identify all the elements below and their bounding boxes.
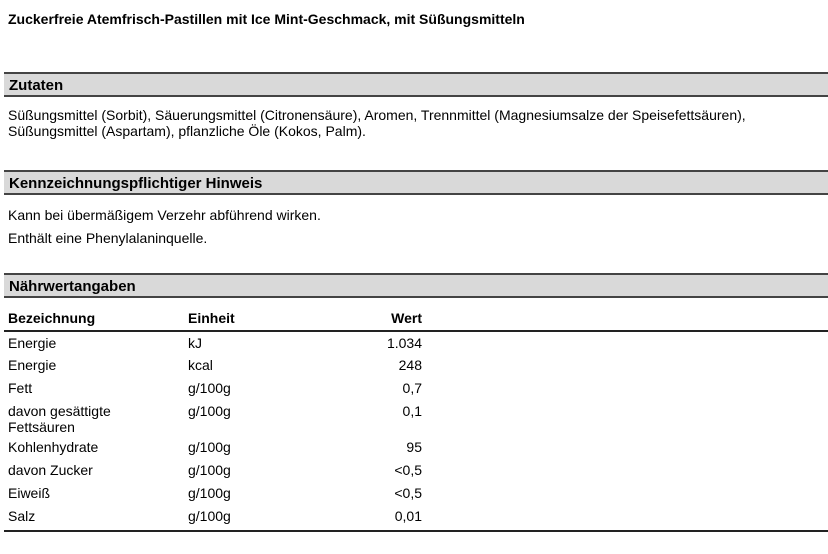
nutrient-name: davon gesättigte [8,403,111,419]
nutrient-name: Energie [8,335,57,351]
ingredients-heading: Zutaten [9,77,64,94]
nutrient-unit: g/100g [188,462,231,478]
nutrient-unit: g/100g [188,439,231,455]
nutrient-name: Kohlenhydrate [8,439,99,455]
ingredients-line-1: Süßungsmittel (Sorbit), Säuerungsmittel (Citronensäure), Aromen, Trennmittel (Magnesiumsalze der Speisefettsäuren), [8,107,746,123]
nutrient-name: davon Zucker [8,462,93,478]
ingredients-section-header [4,72,828,97]
nutrient-unit: g/100g [188,508,231,524]
nutrient-name: Salz [8,508,36,524]
nutrient-value: 1.034 [386,335,422,351]
nutrient-unit: kJ [188,335,202,351]
nutrient-unit: g/100g [188,403,231,419]
column-header-name: Bezeichnung [8,310,96,326]
nutrient-value: 0,01 [394,508,422,524]
nutrient-name: Eiweiß [8,485,51,501]
column-header-value: Wert [391,310,422,326]
nutrient-value: 0,7 [402,380,422,396]
table-bottom-divider [4,530,828,532]
nutrient-unit: g/100g [188,380,231,396]
nutrient-value: 95 [406,439,422,455]
nutrient-value: <0,5 [394,485,422,501]
nutrient-name-continued: Fettsäuren [8,419,75,435]
notice-line-1: Kann bei übermäßigem Verzehr abführend wirken. [8,207,321,223]
column-header-unit: Einheit [188,310,235,326]
nutrient-unit: kcal [188,357,213,373]
product-title: Zuckerfreie Atemfrisch-Pastillen mit Ice Mint-Geschmack, mit Süßungsmitteln [8,11,525,27]
ingredients-text [8,107,746,139]
nutrient-value: 248 [398,357,422,373]
nutrition-section-header [4,273,828,298]
nutrition-heading: Nährwertangaben [9,278,136,295]
nutrient-unit: g/100g [188,485,231,501]
notice-line-2: Enthält eine Phenylalaninquelle. [8,230,208,246]
table-header-divider [4,330,828,332]
notice-heading: Kennzeichnungspflichtiger Hinweis [9,175,263,192]
nutrient-value: <0,5 [394,462,422,478]
nutrient-name: Energie [8,357,57,373]
nutrient-name: Fett [8,380,33,396]
notice-section-header [4,170,828,195]
ingredients-line-2: Süßungsmittel (Aspartam), pflanzliche Öle (Kokos, Palm). [8,123,366,139]
nutrient-value: 0,1 [402,403,422,419]
